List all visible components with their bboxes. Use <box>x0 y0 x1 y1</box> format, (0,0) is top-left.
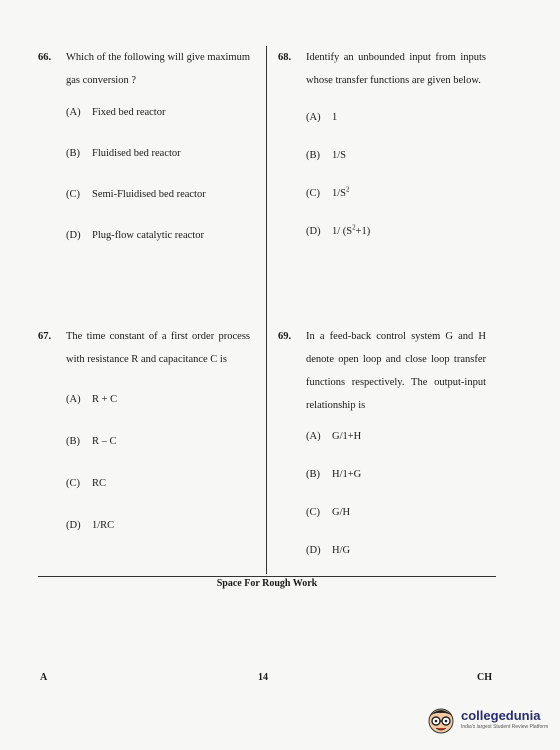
option-c: (C) Semi-Fluidised bed reactor <box>66 189 206 200</box>
rough-work-rule <box>38 576 496 577</box>
option-a: (A) G/1+H <box>306 431 362 442</box>
option-d: (D) H/G <box>306 545 351 556</box>
page-number: 14 <box>258 672 268 683</box>
question-69 <box>278 325 486 562</box>
question-number: 66. <box>38 52 52 63</box>
option-b: (B) 1/S <box>306 150 347 161</box>
question-text: The time constant of a first order process with resistance R and capacitance C is <box>66 331 250 365</box>
option-c: (C) RC <box>66 478 107 489</box>
option-b: (B) Fluidised bed reactor <box>66 148 181 159</box>
question-67 <box>38 325 250 537</box>
question-number: 68. <box>278 52 292 63</box>
question-number: 67. <box>38 331 52 342</box>
option-a: (A) 1 <box>306 112 338 123</box>
mascot-icon <box>424 703 458 737</box>
option-d: (D) 1/RC <box>66 520 115 531</box>
question-66 <box>38 46 250 247</box>
question-text: Which of the following will give maximum gas conversion ? <box>66 52 250 86</box>
brand-tagline: India's largest Student Review Platform <box>461 724 549 730</box>
footer-subject-code: CH <box>477 672 492 683</box>
question-text: Identify an unbounded input from inputs whose transfer functions are given below. <box>306 52 486 86</box>
option-c: (C) G/H <box>306 507 351 518</box>
option-d: (D) 1/ $(S^2+1)$ <box>306 223 371 237</box>
column-divider <box>266 46 267 574</box>
footer-series: A <box>40 672 48 683</box>
question-text: In a feed-back control system G and H denote open loop and close loop transfer functions respectively. The output-input relationship is <box>306 331 486 411</box>
option-a: (A) Fixed bed reactor <box>66 107 166 118</box>
brand-watermark <box>424 700 556 740</box>
question-68 <box>278 46 486 243</box>
brand-name: collegedunia <box>461 708 541 723</box>
option-b: (B) H/1+G <box>306 469 362 480</box>
option-c: (C) $1/S^2$ <box>306 185 350 199</box>
question-number: 69. <box>278 331 292 342</box>
option-d: (D) Plug-flow catalytic reactor <box>66 230 204 241</box>
option-b: (B) R – C <box>66 436 117 447</box>
rough-work-heading: Space For Rough Work <box>216 578 318 589</box>
option-a: (A) R + C <box>66 394 118 405</box>
